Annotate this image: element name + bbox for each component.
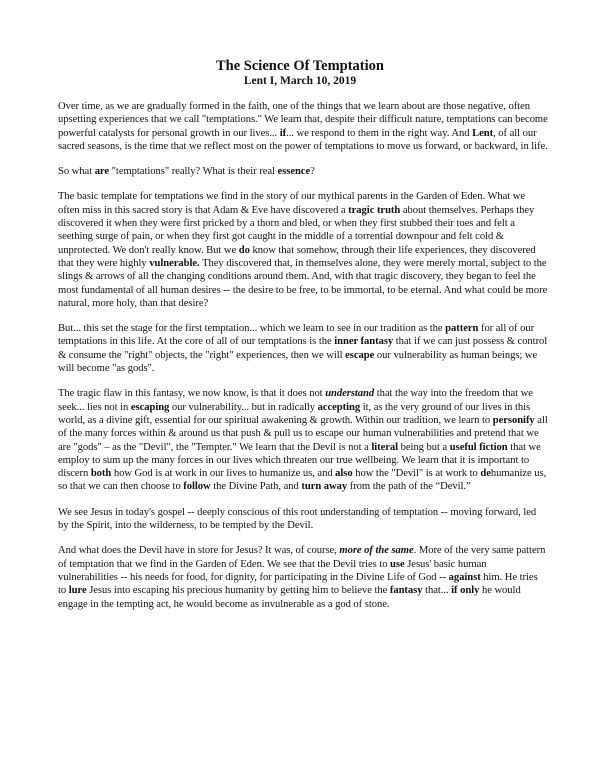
text-run: about themselves. Perhaps they discovered it when they were first pricked by a thorn and bled, or when they first stubbed their toes and felt a seething surge of pain, or when they first got caught in the middle of a torrential downpour and felt cold & unprotected. We don't really know. But we [58,204,535,256]
emphasized-text: also [335,468,353,480]
text-run: he would engage in the tempting act, he would become as invulnerable as a god of stone. [58,585,521,610]
paragraph [58,322,548,375]
text-run: that we employ to sum up the many forces in our lives which threaten our true wellbeing. We learn that it is important to discern [58,441,541,480]
document-title: The Science Of Temptation [216,58,384,74]
paragraph [58,100,548,153]
emphasized-text: literal [371,441,399,453]
emphasized-text: escape [345,349,375,361]
text-run: And what does the Devil have in store for Jesus? It was, of course, [58,545,340,557]
text-run: Over time, as we are gradually formed in the faith, one of the things that we learn about are those negative, often upsetting experiences that we call "temptations." We learn that, despite their difficult nature, temptations can become powerful catalysts for personal growth in our lives... [58,101,548,139]
text-run: ... we respond to them in the right way. And [286,127,473,139]
text-run: We see Jesus in today's gospel -- deeply conscious of this root understanding of temptation -- moving forward, led by the Spirit, into the wilderness, to be tempted by the Devil. [58,506,537,532]
text-run: our vulnerability... but in radically [169,401,318,413]
text-run: how God is at work in our lives to humanize us, and [111,468,336,480]
emphasized-text: personify [492,414,535,426]
emphasized-text: Lent [472,127,494,139]
text-run: Jesus into escaping his precious humanity by getting him to believe the [86,585,390,597]
text-run: for all of our temptations in this life. At the core of all of our temptations is the [58,323,535,348]
paragraph [58,165,548,178]
emphasized-text: lure [68,585,87,597]
text-run: the Divine Path, and [210,481,302,493]
text-run: from the path of the “Devil.” [347,481,471,493]
emphasized-text: essence [277,166,311,178]
text-run: him. He tries to [58,571,538,597]
emphasized-text: both [90,468,112,480]
emphasized-text: do [238,244,250,256]
emphasized-text: turn away [301,481,348,493]
emphasized-text: if [279,127,287,139]
emphasized-text: against [448,571,481,583]
paragraph [58,387,548,493]
text-run: humanize us, so that we can then choose to [58,468,547,493]
paragraph [58,190,548,310]
emphasized-text: useful fiction [449,441,508,453]
text-run: But... this set the stage for the first temptation... which we learn to see in our tradition as the [58,323,446,335]
document-body [58,100,548,623]
emphasized-text: escaping [130,401,170,413]
emphasized-text: accepting [317,401,361,413]
text-run: ? [310,166,315,178]
text-run: it, as the very ground of our lives in this world, as a divine gift, essential for our spiritual awakening & growth. Within our tradition, we learn to [58,401,531,426]
text-run: They discovered that, in themselves alone, they were merely mortal, subject to the slings & arrows of all the changing conditions around them. And, with that tragic discovery, they began to feel the most fundamental of all human desires -- the desire to be free, to be immortal, to be eternal. And what could be more natural, more holy, than that desire? [58,257,548,309]
paragraph [58,506,548,533]
emphasized-text: inner fantasy [334,336,394,348]
document-subtitle: Lent I, March 10, 2019 [243,75,357,87]
emphasized-text: understand [325,388,375,400]
text-run: that if we can just possess & control & consume the "right" objects, the "right" experiences, then we will [58,336,548,361]
emphasized-text: more of the same [339,545,414,557]
emphasized-text: if only [451,585,480,597]
emphasized-text: vulnerable. [149,257,200,269]
text-run: that... [422,585,452,597]
emphasized-text: are [94,166,110,178]
text-run: being but a [398,441,450,453]
emphasized-text: tragic truth [348,204,401,216]
text-run: how the "Devil" is at work to [352,468,481,480]
emphasized-text: pattern [445,323,479,335]
text-run: all of the many forces within & around us that push & pull us to escape our human vulnerabilities and pretend that we are "gods" – as the "Devil", the "Tempter." We learn that the Devil is not a [58,414,548,453]
text-run: , of all our sacred seasons, is the time that we reflect most on the power of temptations to move us forward, or backward, in life. [58,127,548,152]
emphasized-text: fantasy [389,585,423,597]
text-run: that the way into the freedom that we seek... lies not in [58,388,533,413]
text-run: . More of the very same pattern of temptation that we find in the Garden of Eden. We see that the Devil tries to [58,545,546,570]
text-run: So what [58,166,95,178]
text-run: "temptations" really? What is their real [109,166,278,178]
paragraph [58,544,548,610]
emphasized-text: use [390,558,405,570]
text-run: The tragic flaw in this fantasy, we now know, is that it does not [58,388,326,400]
text-run: The basic template for temptations we find in the story of our mythical parents in the Garden of Eden. What we often miss in this sacred story is that Adam & Eve have discovered a [58,191,526,216]
emphasized-text: de [480,468,491,480]
text-run: know that somehow, through their life experiences, they discovered that they were highly [58,244,536,269]
text-run: Jesus' basic human vulnerabilities -- his needs for food, for dignity, for participating in the Divine Life of God -- [58,558,487,583]
text-run: our vulnerability as human beings; we will become "as gods". [58,349,538,375]
emphasized-text: follow [183,481,211,493]
